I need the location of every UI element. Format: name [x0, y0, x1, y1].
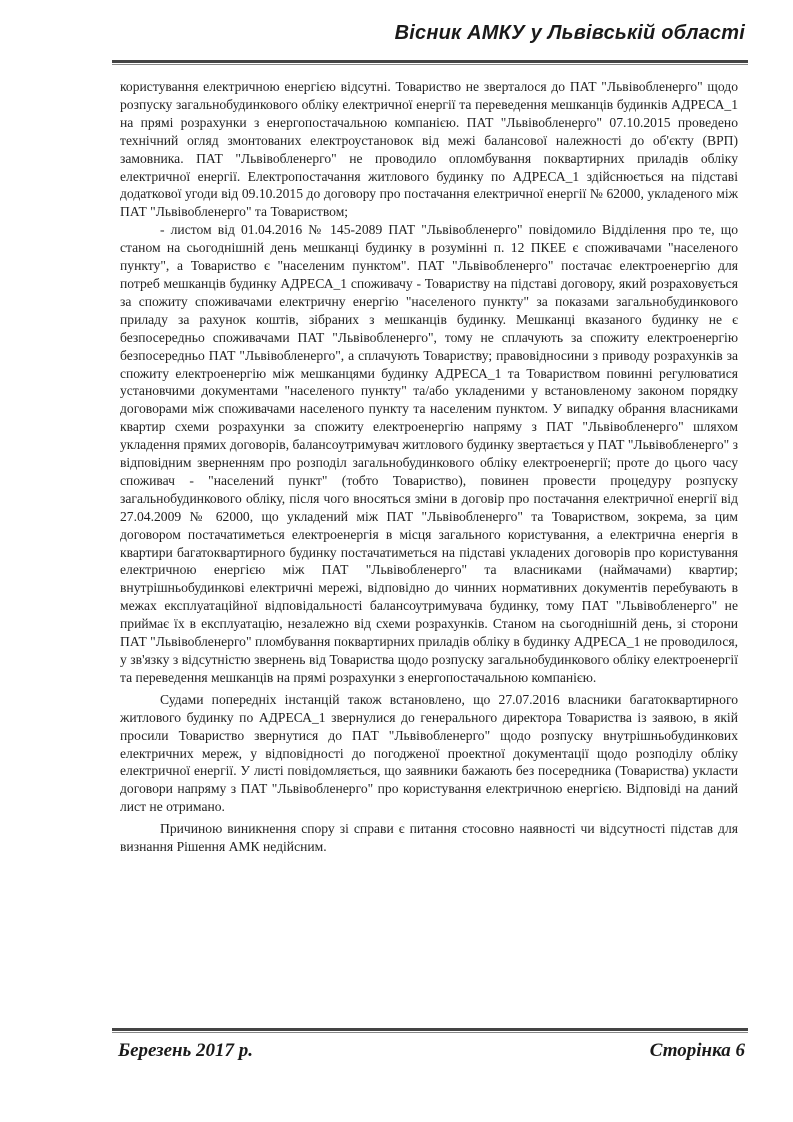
paragraph-continued: користування електричною енергією відсутні. Товариство не зверталося до ПАТ "Львівобленерго" щодо розпуску загальнобудинкового обліку електричної енергії та переведення мешканців будинків АДРЕСА_1 на прямі розрахунки з енергопостачальною компанією. ПАТ "Львівобленерго" 07.10.2015 проведено технічний огляд змонтованих електроустановок від межі балансової належності до об'єкту (ВРП) замовника. ПАТ "Львівобленерго" не проводило опломбування поквартирних приладів обліку електричної енергії. Електропостачання житлового будинку по АДРЕСА_1 здійснюється на підставі додаткової угоди від 09.10.2015 до договору про постачання електричної енергії № 62000, укладеного між ПАТ "Львівобленерго" та Товариством;	[120, 79, 738, 220]
body-text	[120, 78, 738, 856]
footer-page-number: Сторінка 6	[649, 1040, 745, 1061]
footer-rule-thin	[112, 1032, 748, 1033]
paragraph-courts: Судами попередніх інстанцій також встановлено, що 27.07.2016 власники багатоквартирного житлового будинку по АДРЕСА_1 звернулися до генерального директора Товариства із заявою, в якій просили Товариство звернутися до ПАТ "Львівобленерго" щодо розпуску внутрішньобудинкових електричних мереж, у відповідності до погодженої проектної документації щодо розподілу обліку електричної енергії. У листі повідомляється, що заявники бажають без посередника (Товариства) укласти договори напряму з ПАТ "Львівобленерго" про користування електричною енергією. Відповіді на даний лист не отримано.	[120, 691, 738, 815]
header-rule-thick	[112, 60, 748, 63]
paragraph-letter: - листом від 01.04.2016 № 145-2089 ПАТ "Львівобленерго" повідомило Відділення про те, що станом на сьогоднішній день мешканці будинку в розумінні п. 12 ПКЕЕ є споживачами "населеного пункту", а Товариство є "населеним пунктом". ПАТ "Львівобленерго" постачає електроенергію для потреб мешканців будинку АДРЕСА_1 споживачу - Товариству на підставі договору, який розраховується за спожиту споживачами електричну енергію "населеного пункту" за показами загальнобудинкового приладу за рахунок коштів, зібраних з мешканців будинку. Мешканці вказаного будинку не є безпосередньо споживачами ПАТ "Львівобленерго", тому не сплачують за спожиту електроенергію безпосередньо ПАТ "Львівобленерго", а сплачують Товариству; правовідносини з приводу розрахунків за спожиту електроенергію між мешканцями будинку АДРЕСА_1 та Товариством повинні регулюватися установчими документами "населеного пункту" та/або укладеними у встановленому законом порядку договорами між споживачами населеного пункту та населеним пунктом. У випадку обрання власниками квартир схеми розрахунки за спожиту електроенергію напряму з ПАТ "Львівобленерго" шляхом укладення прямих договорів, балансоутримувач житлового будинку звертається у ПАТ "Львівобленерго" з відповідним зверненням про розподіл загальнобудинкового обліку електроенергії; проте до цього часу споживач - "населений пункт" (тобто Товариство), повинен провести процедуру розпуску загальнобудинкового обліку, після чого вносяться зміни в договір про постачання електричної енергії від 27.04.2009 № 62000, що укладений між ПАТ "Львівобленерго" та Товариством, зокрема, за цим договором постачатиметься електроенергія в місця загального користування, а електрична енергія в квартири багатоквартирного будинку постачатиметься на підставі укладених договорів про користування електричною енергією між ПАТ "Львівобленерго" та власниками (наймачами) квартир; внутрішньобудинкові електричні мережі, відповідно до чинних нормативних документів перебувають в межах експлуатаційної відповідальності балансоутримувача будинку, тому ПАТ "Львівобленерго" не приймає їх в експлуатацію, незалежно від схеми розрахунків. Станом на сьогоднішній день, зі сторони ПАТ "Львівобленерго" пломбування поквартирних приладів обліку в будинку АДРЕСА_1 не проводилося, у зв'язку з відсутністю звернень від Товариства щодо розпуску загальнобудинкового обліку електроенергії та переведення мешканців на прямі розрахунки з енергопостачальною компанією.	[120, 222, 738, 685]
footer-date: Березень 2017 р.	[118, 1040, 254, 1061]
footer-rule-thick	[112, 1028, 748, 1031]
page-header-title: Вісник АМКУ у Львівській області	[394, 22, 745, 44]
paragraph-reason: Причиною виникнення спору зі справи є питання стосовно наявності чи відсутності підстав для визнання Рішення АМК недійсним.	[120, 821, 738, 855]
header-rule-thin	[112, 64, 748, 65]
